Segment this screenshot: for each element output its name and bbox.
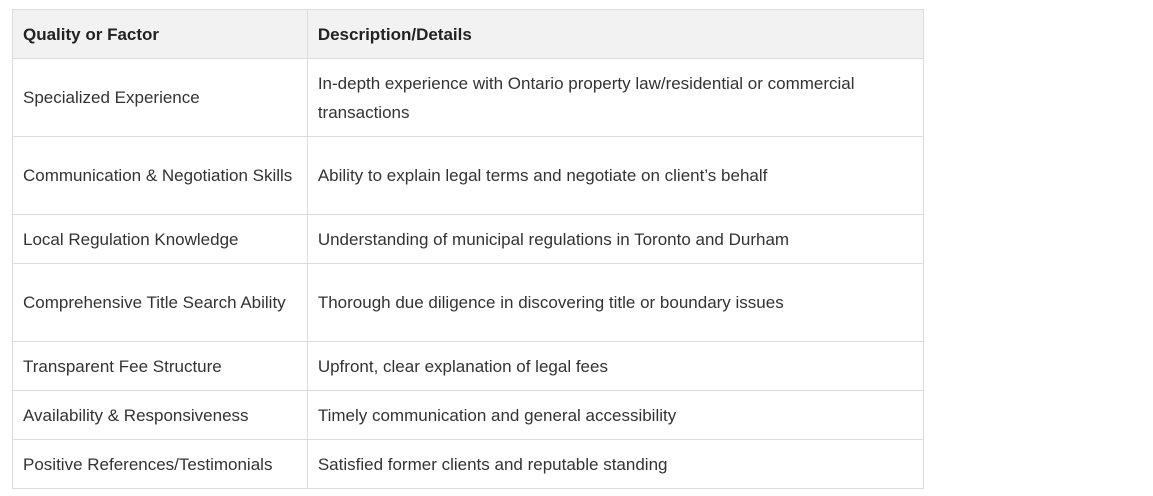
factor-cell: Comprehensive Title Search Ability — [13, 264, 308, 342]
factor-cell: Specialized Experience — [13, 59, 308, 137]
description-cell: Ability to explain legal terms and negotiate on client’s behalf — [307, 137, 923, 215]
table-row — [13, 137, 924, 215]
table-row — [13, 391, 924, 440]
description-cell: Understanding of municipal regulations in Toronto and Durham — [307, 215, 923, 264]
table-row — [13, 440, 924, 489]
table-row — [13, 264, 924, 342]
table-row — [13, 59, 924, 137]
factor-cell: Transparent Fee Structure — [13, 342, 308, 391]
table-header-row — [13, 10, 924, 59]
description-cell: Timely communication and general accessibility — [307, 391, 923, 440]
factors-table — [12, 9, 924, 489]
factor-cell: Availability & Responsiveness — [13, 391, 308, 440]
factor-cell: Local Regulation Knowledge — [13, 215, 308, 264]
factor-cell: Positive References/Testimonials — [13, 440, 308, 489]
table-row — [13, 215, 924, 264]
description-cell: Upfront, clear explanation of legal fees — [307, 342, 923, 391]
factor-cell: Communication & Negotiation Skills — [13, 137, 308, 215]
column-header-factor: Quality or Factor — [13, 10, 308, 59]
factors-table-container — [12, 9, 924, 489]
table-row — [13, 342, 924, 391]
column-header-description: Description/Details — [307, 10, 923, 59]
description-cell: Satisfied former clients and reputable standing — [307, 440, 923, 489]
description-cell: Thorough due diligence in discovering title or boundary issues — [307, 264, 923, 342]
description-cell: In-depth experience with Ontario property law/residential or commercial transactions — [307, 59, 923, 137]
